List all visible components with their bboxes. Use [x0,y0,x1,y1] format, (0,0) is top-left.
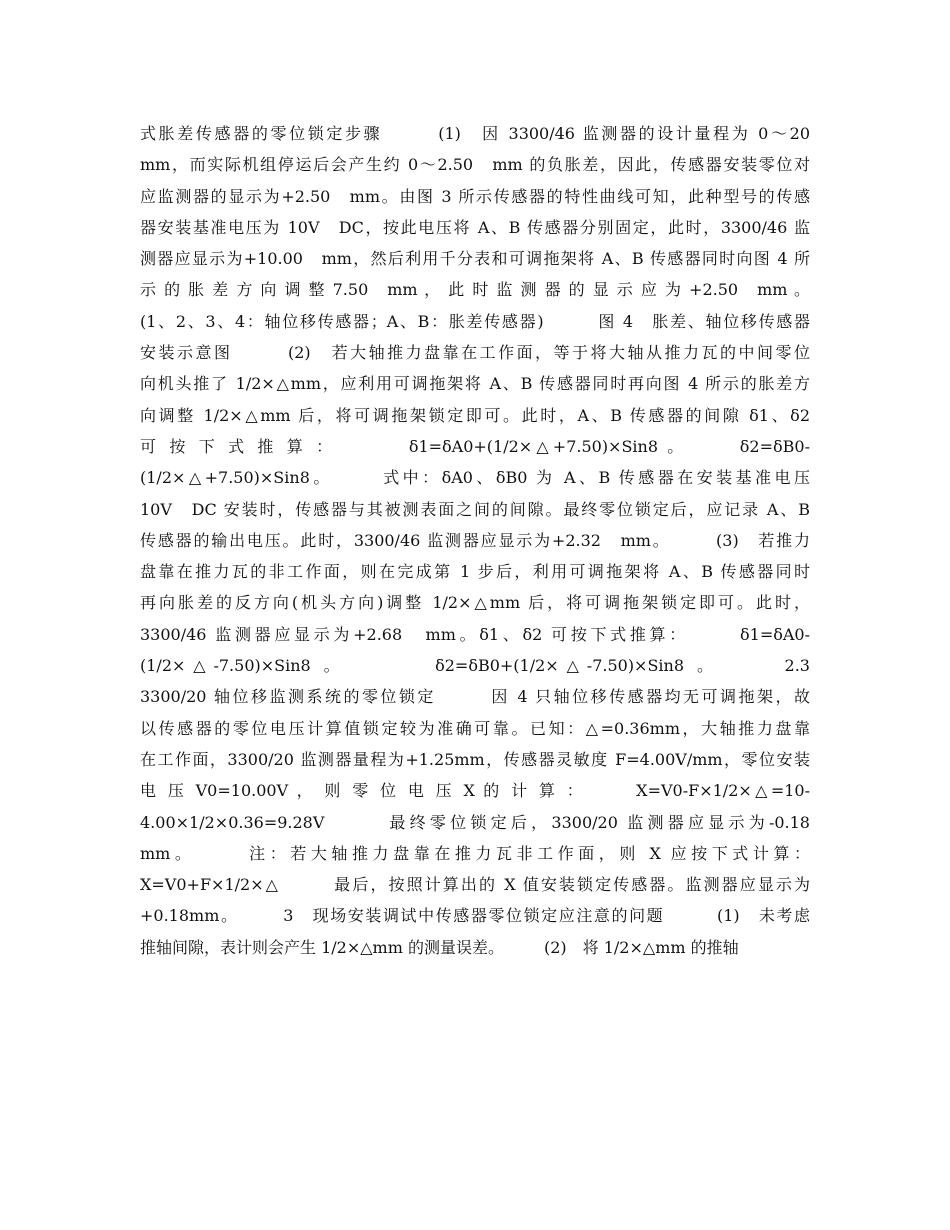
text-line: 电 压 V0=10.00V ， 则 零 位 电 压 X 的 计 算 ： X=V0-F×1/2×△=10- [140,781,810,801]
text-line: 传感器的输出电压。此时，3300/46 监测器应显示为+2.32 mm。 (3) 若推力 [140,530,810,550]
text-line: 在工作面，3300/20 监测器量程为+1.25mm，传感器灵敏度 F=4.00V/mm，零位安装 [140,749,810,769]
text-line: (1/2×△-7.50)×Sin8 。 δ2=δB0+(1/2×△-7.50)×Sin8 。 2.3 [140,656,810,676]
text-line: 安装示意图 (2) 若大轴推力盘靠在工作面，等于将大轴从推力瓦的中间零位 [140,343,810,363]
text-line: 向调整 1/2×△mm 后，将可调拖架锁定即可。此时，A、B 传感器的间隙 δ1、δ2 [140,405,810,425]
text-line: mm，而实际机组停运后会产生约 0～2.50 mm 的负胀差，因此，传感器安装零位对 [140,155,810,175]
text-line: (1/2×△+7.50)×Sin8。 式中：δA0、δB0 为 A、B 传感器在安装基准电压 [140,468,810,488]
text-line: 以传感器的零位电压计算值锁定较为准确可靠。已知：△=0.36mm，大轴推力盘靠 [140,718,810,738]
text-line: 再向胀差的反方向(机头方向)调整 1/2×△mm 后，将可调拖架锁定即可。此时， [140,593,810,613]
text-line: +0.18mm。 3 现场安装调试中传感器零位锁定应注意的问题 (1) 未考虑 [140,906,810,926]
body-text [140,118,810,963]
text-line: 式胀差传感器的零位锁定步骤 (1) 因 3300/46 监测器的设计量程为 0～20 [140,124,810,143]
text-line: (1、2、3、4：轴位移传感器；A、B：胀差传感器) 图 4 胀差、轴位移传感器 [140,311,810,331]
text-line: 3300/20 轴位移监测系统的零位锁定 因 4 只轴位移传感器均无可调拖架，故 [140,687,810,707]
text-line: 10V DC 安装时，传感器与其被测表面之间的间隙。最终零位锁定后，应记录 A、B [140,499,810,519]
text-line: 向机头推了 1/2×△mm，应利用可调拖架将 A、B 传感器同时再向图 4 所示的胀差方 [140,374,810,394]
text-line: 4.00×1/2×0.36=9.28V 最终零位锁定后，3300/20 监测器应显示为-0.18 [140,812,810,832]
text-line: 示 的 胀 差 方 向 调 整 7.50 mm ， 此 时 监 测 器 的 显 示 应 为 +2.50 mm 。 [140,280,810,300]
text-line: 可 按 下 式 推 算 ： δ1=δA0+(1/2×△+7.50)×Sin8 。 δ2=δB0- [140,436,810,456]
text-line: 应监测器的显示为+2.50 mm。由图 3 所示传感器的特性曲线可知，此种型号的传感 [140,186,810,206]
text-line: 器安装基准电压为 10V DC，按此电压将 A、B 传感器分别固定，此时，3300/46 监 [140,217,810,237]
text-line: X=V0+F×1/2×△ 最后，按照计算出的 X 值安装锁定传感器。监测器应显示为 [140,875,810,895]
text-line: 推轴间隙，表计则会产生 1/2×△mm 的测量误差。 (2) 将 1/2×△mm 的推轴 [140,937,739,957]
text-line: 测器应显示为+10.00 mm，然后利用千分表和可调拖架将 A、B 传感器同时向图 4 所 [140,249,810,269]
text-line: 盘靠在推力瓦的非工作面，则在完成第 1 步后，利用可调拖架将 A、B 传感器同时 [140,562,810,582]
text-line: 3300/46 监测器应显示为+2.68 mm。δ1、δ2 可按下式推算： δ1=δA0- [140,624,810,644]
text-line: mm。 注：若大轴推力盘靠在推力瓦非工作面，则 X 应按下式计算： [140,843,810,863]
